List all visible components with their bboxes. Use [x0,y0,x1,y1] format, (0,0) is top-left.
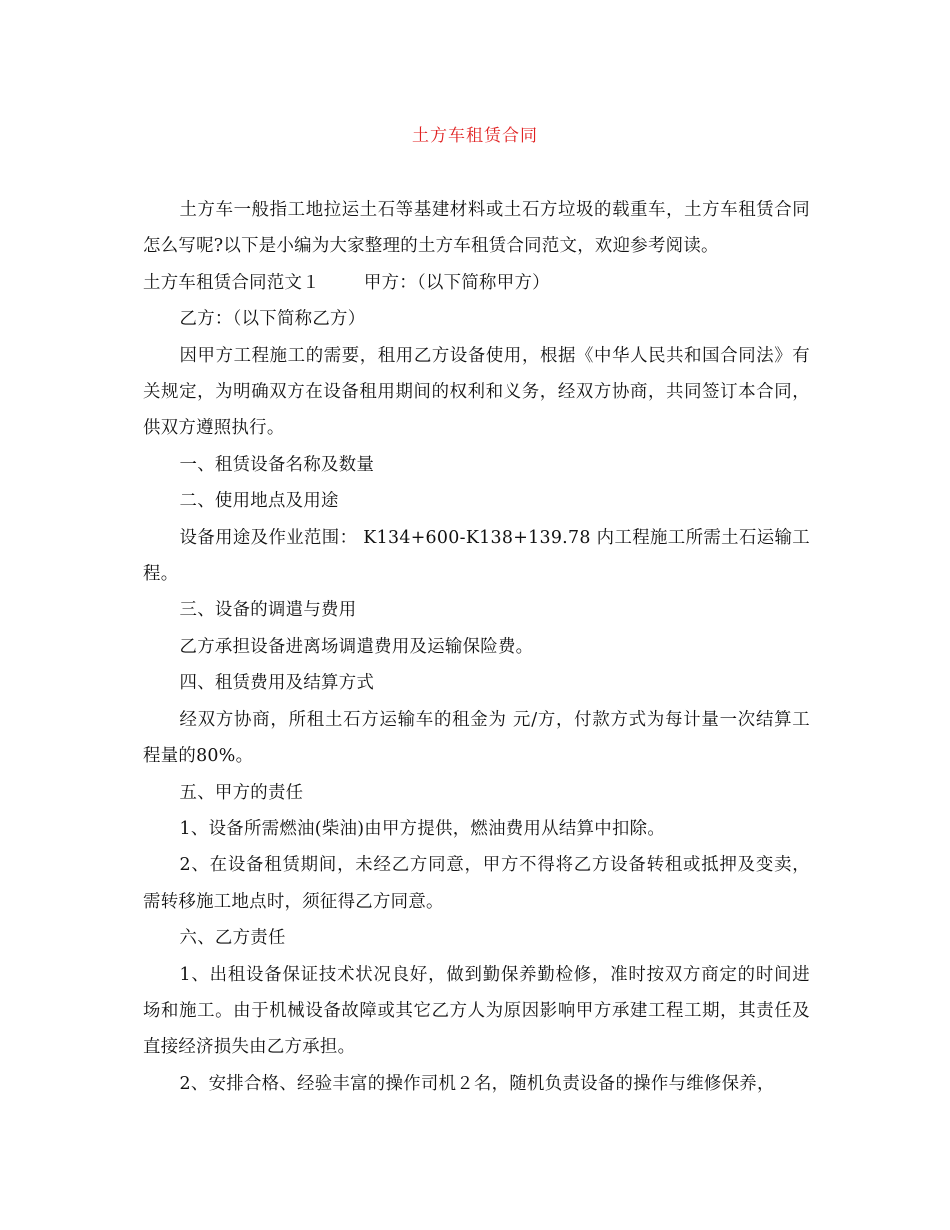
section-1-heading: 一、租赁设备名称及数量 [179,454,375,475]
sample-line [143,265,810,301]
section-4-text: 经双方协商，所租土石方运输车的租金为 元/方，付款方式为每计量一次结算工程量的80%。 [143,709,810,767]
party-b-line: 乙方：（以下简称乙方） [179,309,366,330]
intro-paragraph: 土方车一般指工地拉运土石等基建材料或土石方垃圾的载重车，土方车租赁合同怎么写呢?以下是小编为大家整理的土方车租赁合同范文，欢迎参考阅读。 [143,200,810,257]
section-5-item-2: 2、在设备租赁期间，未经乙方同意，甲方不得将乙方设备转租或抵押及变卖，需转移施工地点时，须征得乙方同意。 [143,855,810,912]
document-body [143,192,810,1102]
document-title: 土方车租赁合同 [412,126,538,146]
sample-label: 土方车租赁合同范文１ [143,272,320,293]
section-6-item-1: 1、出租设备保证技术状况良好，做到勤保养勤检修，准时按双方商定的时间进场和施工。由于机械设备故障或其它乙方人为原因影响甲方承建工程工期，其责任及直接经济损失由乙方承担。 [143,964,810,1058]
section-3-heading: 三、设备的调遣与费用 [179,600,357,621]
section-6-heading: 六、乙方责任 [179,928,286,949]
section-4-heading: 四、租赁费用及结算方式 [179,673,375,694]
party-a-line: 甲方：（以下简称甲方） [363,272,550,293]
section-2-heading: 二、使用地点及用途 [179,491,339,512]
section-5-heading: 五、甲方的责任 [179,782,304,803]
section-2-text: 设备用途及作业范围： K134+600-K138+139.78 内工程施工所需土石运输工程。 [143,527,810,585]
section-6-item-2: 2、安排合格、经验丰富的操作司机２名，随机负责设备的操作与维修保养， [179,1073,775,1094]
section-5-item-1: 1、设备所需燃油(柴油)由甲方提供，燃油费用从结算中扣除。 [179,818,666,839]
section-3-text: 乙方承担设备进离场调遣费用及运输保险费。 [179,636,534,657]
preamble-paragraph: 因甲方工程施工的需要，租用乙方设备使用，根据《中华人民共和国合同法》有关规定，为明确双方在设备租用期间的权利和义务，经双方协商，共同签订本合同，供双方遵照执行。 [143,345,810,439]
